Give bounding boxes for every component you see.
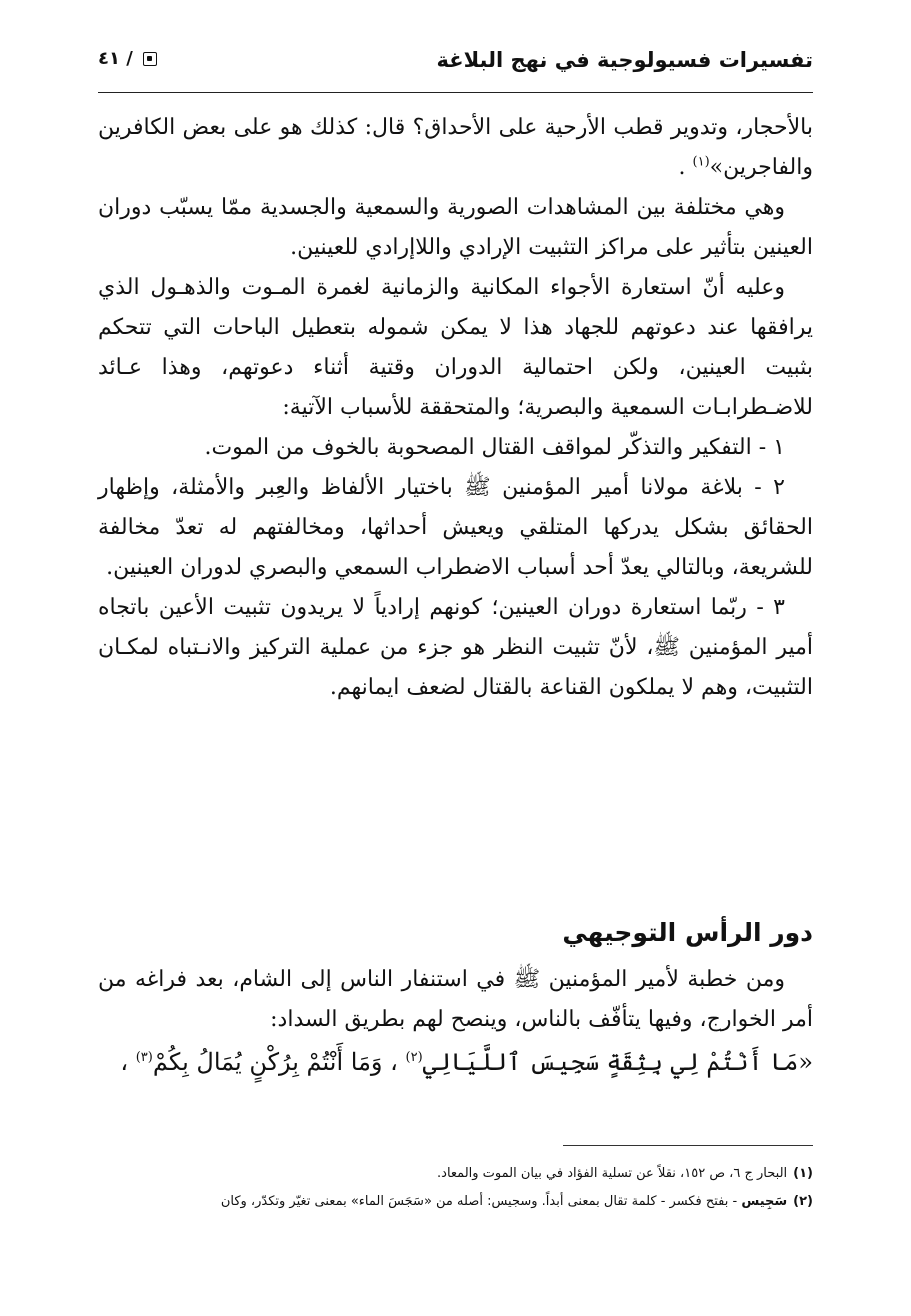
footnote-divider: [563, 1145, 813, 1146]
footnote-ref: (١): [692, 154, 710, 170]
header-divider: [98, 92, 813, 93]
main-text: [98, 108, 813, 708]
footnote-ref: (٢): [405, 1050, 423, 1065]
sermon-quote: «مَا أَنْتُمْ لِي بِثِقَةٍ سَجِيسَ ٱللَّيَالِي$^{(٢)}$ ، وَمَا أَنْتُمْ بِرُكْنٍ يُمَالُ بِكُمْ$^{(٣)}$ ،: [120, 1048, 813, 1076]
section-heading: دور الرأس التوجيهي: [562, 918, 813, 947]
footnote: (١)البحار ج ٦، ص ١٥٢، نقلاً عن تسلية الفؤاد في بيان الموت والمعاد.: [437, 1166, 813, 1181]
list-item: ١ - التفكير والتذكّر لمواقف القتال المصحوبة بالخوف من الموت.: [204, 435, 785, 460]
page-number-block: [98, 48, 161, 69]
section-intro: ومن خطبة لأمير المؤمنين ﷺ في استنفار الناس إلى الشام، بعد فراغه من أمر الخوارج، وفيها يتأفّف بالناس، وينصح لهم بطريق السداد:: [98, 967, 813, 1032]
footnote-ref: (٣): [135, 1050, 153, 1065]
list-item: ٢ - بلاغة مولانا أمير المؤمنين ﷺ باختيار الألفاظ والعِبر والأمثلة، وإظهار الحقائق بشكل يدركها المتلقي ويعيش أحداثها، ومخالفتهم له تعدّ مخالفة للشريعة، وبالتالي يعدّ أحد أسباب الاضطراب السمعي والبصري لدوران العينين.: [98, 475, 813, 580]
footnotes: [98, 1160, 813, 1216]
page-number: ٤١: [98, 48, 120, 69]
book-title: تفسيرات فسيولوجية في نهج البلاغة: [436, 48, 813, 72]
running-header: [98, 44, 813, 78]
section-text: [98, 960, 813, 1084]
footnote: (٢)سَجِيس - بفتح فكسر - كلمة تقال بمعنى أبداً. وسجيس: أصله من «سَجَسَ الماء» بمعنى تغيّر وتكدّر، وكان: [220, 1194, 813, 1209]
paragraph: بالأحجار، وتدوير قطب الأرحية على الأحداق؟ قال: كذلك هو على بعض الكافرين والفاجرين»$^{(١)}$ .: [98, 115, 813, 180]
paragraph: وهي مختلفة بين المشاهدات الصورية والسمعية والجسدية ممّا يسبّب دوران العينين بتأثير على مراكز التثبيت الإرادي واللاإرادي للعينين.: [98, 195, 813, 260]
page-separator: /: [126, 48, 133, 69]
paragraph: وعليه أنّ استعارة الأجواء المكانية والزمانية لغمرة المـوت والذهـول الذي يرافقها عند دعوتهم للجهاد هذا لا يمكن شموله بتعطيل الباحات التي تتحكم بثبيت العينين، ولكن احتمالية الدوران وقتية أثناء دعوتهم، وهذا عـائد للاضـطرابـات السمعية والبصرية؛ والمتحققة للأسباب الآتية:: [98, 275, 813, 420]
list-item: ٣ - ربّما استعارة دوران العينين؛ كونهم إرادياً لا يريدون تثبيت الأعين باتجاه أمير المؤمنين ﷺ، لأنّ تثبيت النظر هو جزء من عملية التركيز والانـتباه لمكـان التثبيت، وهم لا يملكون القناعة بالقتال لضعف ايمانهم.: [98, 595, 813, 700]
book-emblem-icon: [143, 52, 157, 66]
